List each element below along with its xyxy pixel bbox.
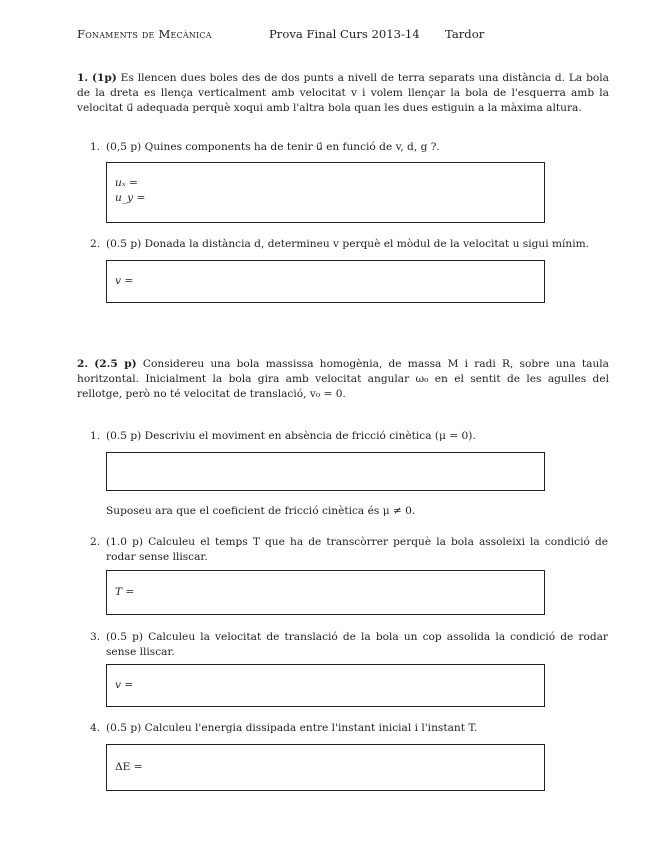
friction-note: Suposeu ara que el coeficient de fricció cinètica és μ ≠ 0.	[106, 505, 416, 517]
question-number: 3.	[90, 631, 101, 643]
answer-label-v: v =	[115, 275, 134, 287]
question-number: 1.	[90, 141, 101, 153]
answer-label-ux: uₓ =	[115, 177, 138, 189]
problem-2-points: (2.5 p)	[94, 358, 137, 370]
answer-label-T: T =	[115, 586, 135, 598]
question-number: 2.	[90, 238, 101, 250]
course-title: Fonaments de Mecànica	[77, 27, 212, 41]
question-text: (0.5 p) Calculeu la velocitat de translació de la bola un cop assolida la condició de rodar sense lliscar.	[106, 631, 608, 658]
question-text: (0.5 p) Donada la distància d, determineu v perquè el mòdul de la velocitat u sigui mínim.	[106, 238, 590, 250]
problem-2-question-2	[90, 535, 608, 565]
exam-term: Tardor	[445, 27, 485, 41]
question-number: 4.	[90, 722, 101, 734]
question-number: 2.	[90, 536, 101, 548]
problem-2-statement	[77, 357, 609, 402]
problem-2-answer-box-4[interactable]	[106, 744, 545, 791]
problem-2-answer-box-1[interactable]	[106, 452, 545, 491]
problem-2-number: 2.	[77, 358, 89, 370]
problem-2-question-1	[90, 429, 608, 444]
problem-1-text: Es llencen dues boles des de dos punts a nivell de terra separats una distància d. La bola de la dreta es llença verticalment amb velocitat v i volem llençar la bola de l'esquerra amb la velocitat u⃗ adequada perquè xoqui amb l'altra bola quan les dues estiguin a la màxima altura.	[77, 72, 609, 114]
problem-1-question-2	[90, 237, 608, 252]
problem-2-question-4	[90, 721, 608, 736]
problem-2-answer-box-2[interactable]	[106, 570, 545, 615]
answer-label-v: v =	[115, 679, 134, 691]
problem-1-question-1	[90, 140, 608, 155]
page-header	[77, 27, 597, 43]
question-text: (0.5 p) Descriviu el moviment en absència de fricció cinètica (μ = 0).	[106, 430, 476, 442]
problem-1-number: 1.	[77, 72, 89, 84]
problem-2-question-3	[90, 630, 608, 660]
problem-1-answer-box-1[interactable]	[106, 162, 545, 223]
question-number: 1.	[90, 430, 101, 442]
answer-label-deltaE: ΔE =	[115, 761, 143, 773]
question-text: (0.5 p) Calculeu l'energia dissipada entre l'instant inicial i l'instant T.	[106, 722, 478, 734]
problem-1-statement	[77, 71, 609, 116]
question-text: (1.0 p) Calculeu el temps T que ha de transcòrrer perquè la bola assoleixi la condició de rodar sense lliscar.	[106, 536, 608, 563]
problem-2-answer-box-3[interactable]	[106, 664, 545, 707]
problem-2-text: Considereu una bola massissa homogènia, de massa M i radi R, sobre una taula horitzontal. Inicialment la bola gira amb velocitat angular ω₀ en el sentit de les agulles del rellotge, però no té velocitat de translació, v₀ = 0.	[77, 358, 609, 400]
problem-1-answer-box-2[interactable]	[106, 260, 545, 303]
problem-1-points: (1p)	[91, 72, 117, 84]
question-text: (0,5 p) Quines components ha de tenir u⃗ en funció de v, d, g ?.	[106, 141, 440, 153]
exam-title: Prova Final Curs 2013-14	[269, 27, 420, 41]
answer-label-uy: u_y =	[115, 192, 146, 204]
